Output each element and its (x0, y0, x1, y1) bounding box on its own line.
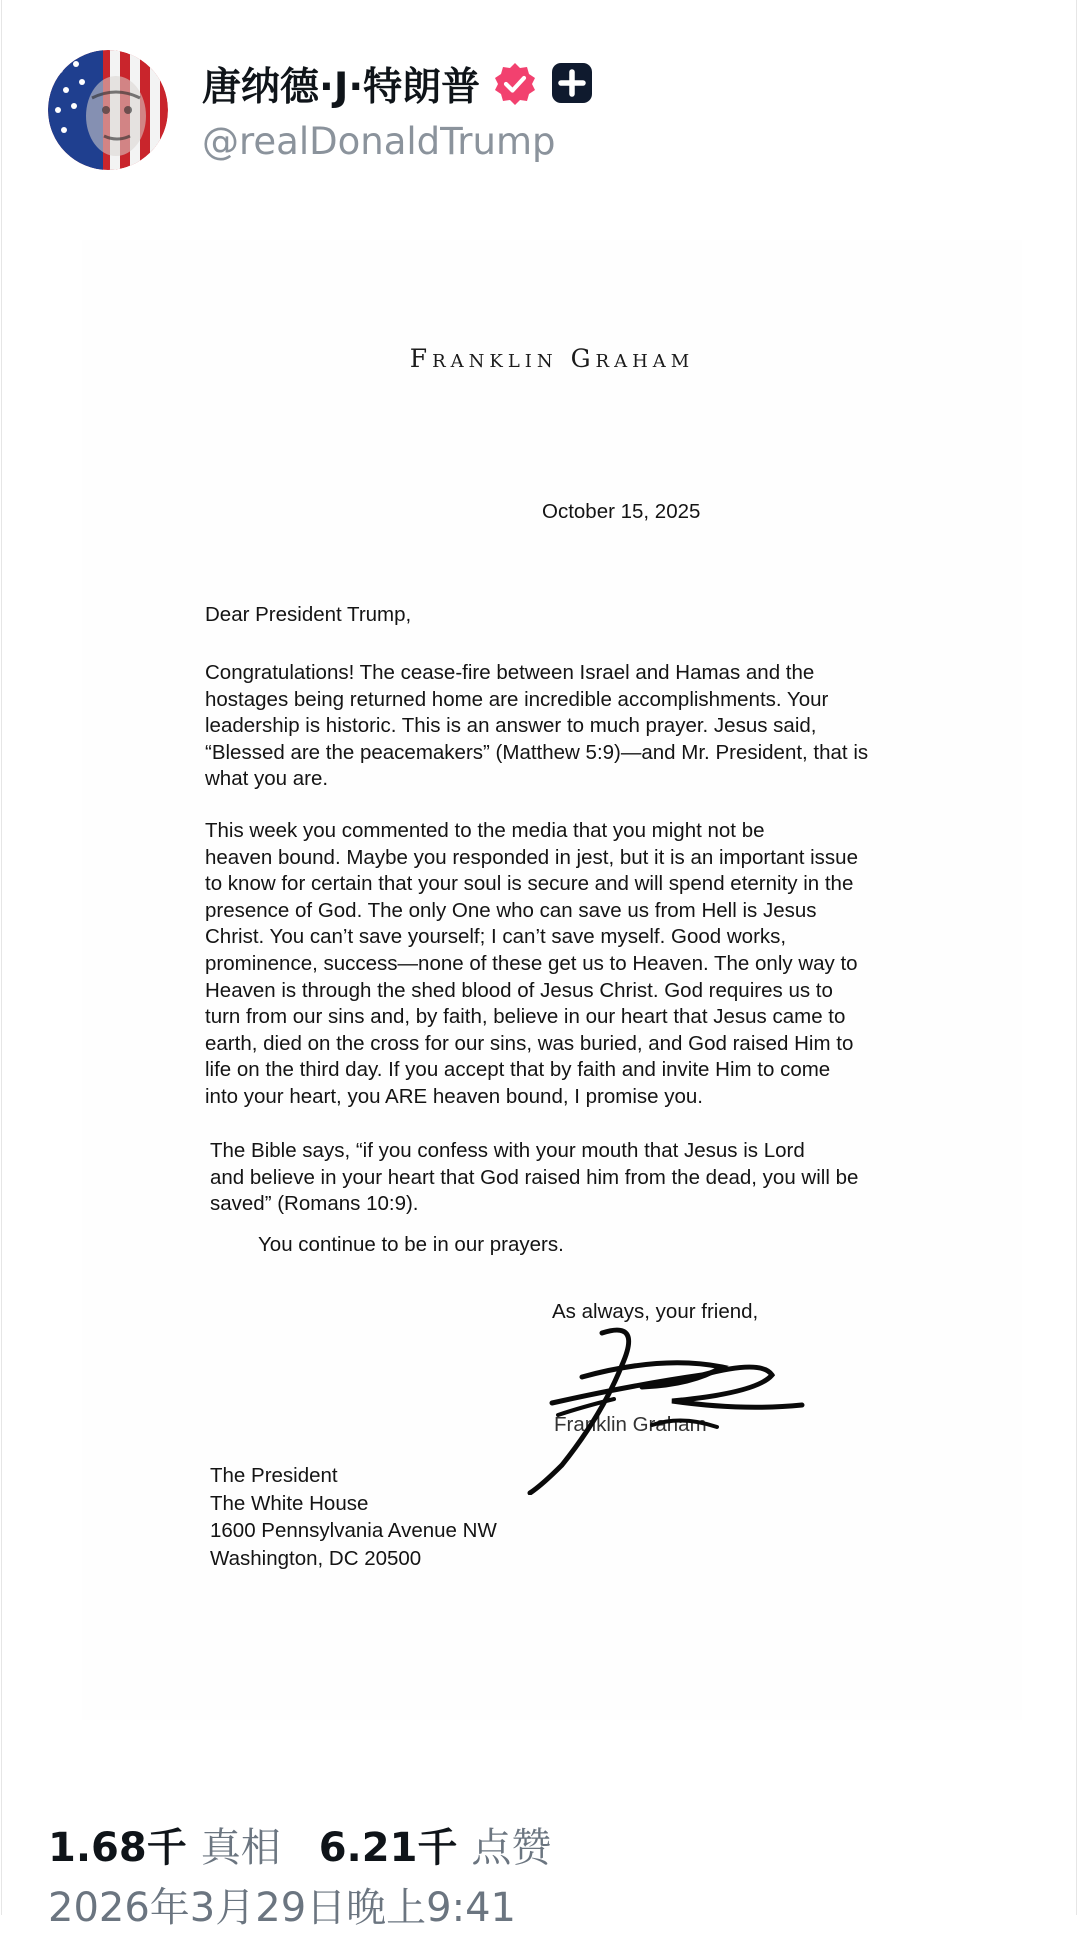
letter-address: The President The White House 1600 Pennsylvania Avenue NW Washington, DC 20500 (210, 1464, 497, 1570)
post-stats (48, 1816, 589, 1873)
signature-image (522, 1315, 882, 1495)
avatar[interactable] (48, 50, 168, 170)
truths-label[interactable]: 真相 (200, 1825, 281, 1871)
author-handle[interactable]: @realDonaldTrump (202, 120, 556, 163)
verified-badge-icon (492, 61, 538, 107)
display-name[interactable]: 唐纳德·J·特朗普 (202, 65, 481, 110)
author-name-row (202, 56, 596, 112)
likes-count[interactable]: 6.21千 (318, 1825, 458, 1871)
letter-date: October 15, 2025 (542, 500, 701, 523)
letter-paragraph: Congratulations! The cease-fire between Israel and Hamas and the hostages being returned home are incredible accomplishments. Your leadership is historic. This is an answer to much prayer. Jesus said, “Blessed are the peacemakers” (Matthew 5:9)—and Mr. President, that is what you are. (205, 661, 869, 791)
likes-label[interactable]: 点赞 (471, 1825, 552, 1871)
post-timestamp: 2026年3月29日晚上9:41 (48, 1885, 516, 1931)
flag-portrait-avatar-icon (48, 50, 168, 170)
post-card (1, 0, 1077, 1931)
letterhead: Franklin Graham (409, 344, 695, 373)
letter-signer: Franklin Graham (554, 1413, 707, 1436)
letter-paragraph: This week you commented to the media that you might not be heaven bound. Maybe you responded in jest, but it is an important issue to know for certain that your soul is secure and will spend eternity in the presence of God. The only One who can save us from Hell is Jesus Christ. You can’t save yourself; I can’t save myself. Good works, prominence, success—none of these get us to Heaven. The only way to Heaven is through the shed blood of Jesus Christ. God requires us to turn from our sins and, by faith, believe in our heart that Jesus came to earth, died on the cross for our sins, was buried, and God raised Him to life on the third day. If you accept that by faith and invite Him to come into your heart, you ARE heaven bound, I promise you. (205, 819, 858, 1108)
letter-paragraph: The Bible says, “if you confess with your mouth that Jesus is Lord and believe in your heart that God raised him from the dead, you will be saved” (Romans 10:9). (210, 1139, 859, 1216)
attached-image-letter[interactable] (82, 240, 1022, 1720)
letter-closing: As always, your friend, (552, 1300, 759, 1323)
truths-count[interactable]: 1.68千 (48, 1825, 187, 1871)
letter-salutation: Dear President Trump, (205, 603, 412, 626)
plus-square-icon (550, 61, 596, 107)
letter-paragraph: You continue to be in our prayers. (258, 1233, 564, 1256)
